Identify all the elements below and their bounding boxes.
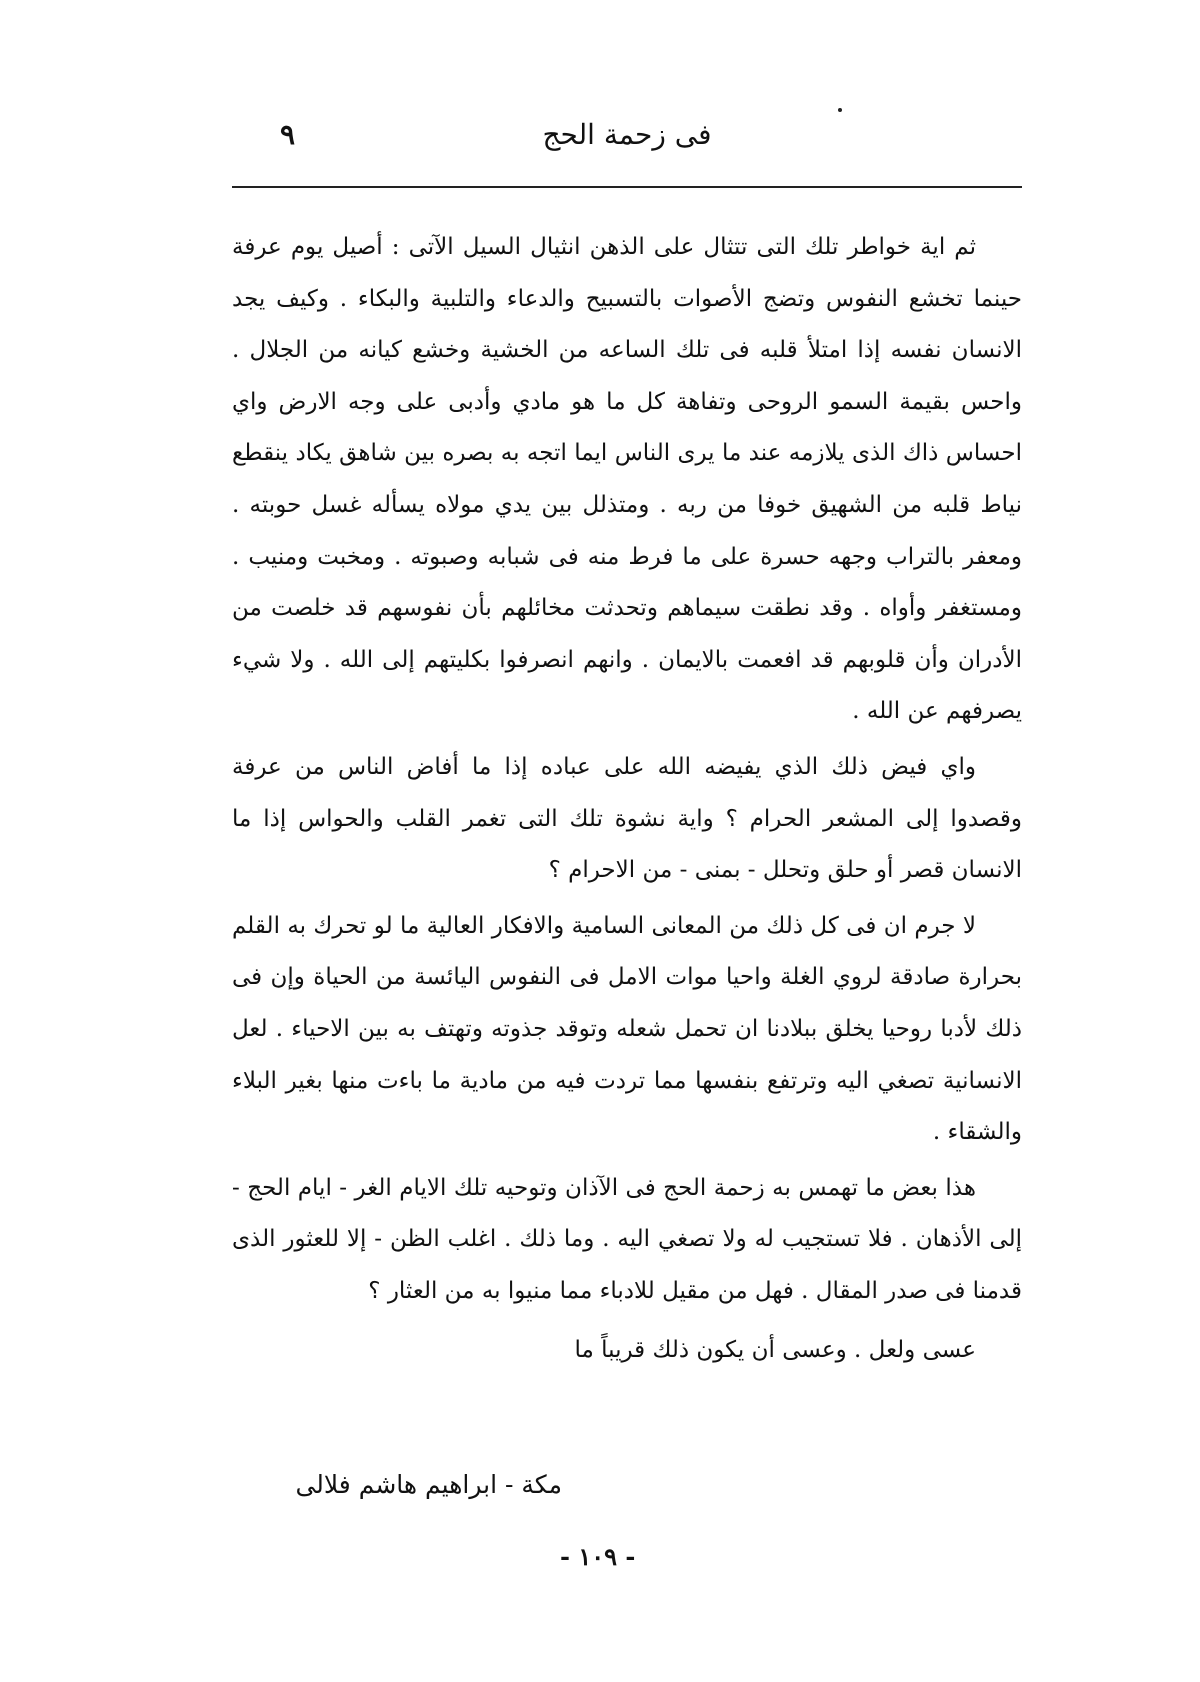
paragraph-4: هذا بعض ما تهمس به زحمة الحج فى الآذان وتوحيه تلك الايام الغر - ايام الحج - إلى الأذهان . فلا تستجيب له ولا تصغي اليه . وما ذلك . اغلب الظن - إلا للعثور الذى قدمنا فى صدر المقال . فهل من مقيل للادباء مما منيوا به من العثار ؟ <box>232 1174 1022 1304</box>
paragraph-2: واي فيض ذلك الذي يفيضه الله على عباده إذا ما أفاض الناس من عرفة وقصدوا إلى المشعر الحرام ؟ واية نشوة تلك التى تغمر القلب والحواس إذا ما الانسان قصر أو حلق وتحلل - بمنى - من الاحرام ؟ <box>232 753 1022 884</box>
header-title: فى زحمة الحج <box>542 118 712 151</box>
paragraph-1: ثم اية خواطر تلك التى تتثال على الذهن انثيال السيل الآتى : أصيل يوم عرفة حينما تخشع النفوس وتضج الأصوات بالتسبيح والدعاء والتلبية والبكاء . وكيف يجد الانسان نفسه إذا امتلأ قلبه فى تلك الساعه من الخشية وخشع كيانه من الجلال . واحس بقيمة السمو الروحى وتفاهة كل ما هو مادي وأدبى على وجه الارض واي احساس ذاك الذى يلازمه عند ما يرى الناس ايما اتجه به بصره بين شاهق يكاد ينقطع نياط قلبه من الشهيق خوفا من ربه . ومتذلل بين يدي مولاه يسأله غسل حوبته . ومعفر بالتراب وجهه حسرة على ما فرط منه فى شبابه وصبوته . ومخبت ومنيب . ومستغفر وأواه . وقد نطقت سيماهم وتحدثت مخائلهم بأن نفوسهم قد خلصت من الأدران وأن قلوبهم قد افعمت بالايمان . وانهم انصرفوا بكليتهم إلى الله . ولا شيء يصرفهم عن الله . <box>232 234 1022 725</box>
running-header <box>232 118 1022 174</box>
paragraph-5: عسى ولعل . وعسى أن يكون ذلك قريباً ما <box>574 1337 976 1364</box>
paragraph-3: لا جرم ان فى كل ذلك من المعانى السامية والافكار العالية ما لو تحرك به القلم بحرارة صادقة لروي الغلة واحيا موات الامل فى النفوس اليائسة من الحياة وإن فى ذلك لأدبا روحيا يخلق ببلادنا ان تحمل شعله وتوقد جذوته وتهتف به بين الاحياء . لعل الانسانية تصغي اليه وترتفع بنفسها مما تردت فيه من مادية ما باءت منها بغير البلاء والشقاء . <box>232 912 1022 1146</box>
header-page-number: ٩ <box>280 118 296 151</box>
header-rule <box>232 186 1022 188</box>
author-signature: مكة - ابراهيم هاشم فلالى <box>295 1470 562 1499</box>
ink-dot <box>838 108 842 112</box>
article-body <box>232 222 1022 1377</box>
footer-page-number: - ١٠٩ - <box>560 1542 636 1571</box>
